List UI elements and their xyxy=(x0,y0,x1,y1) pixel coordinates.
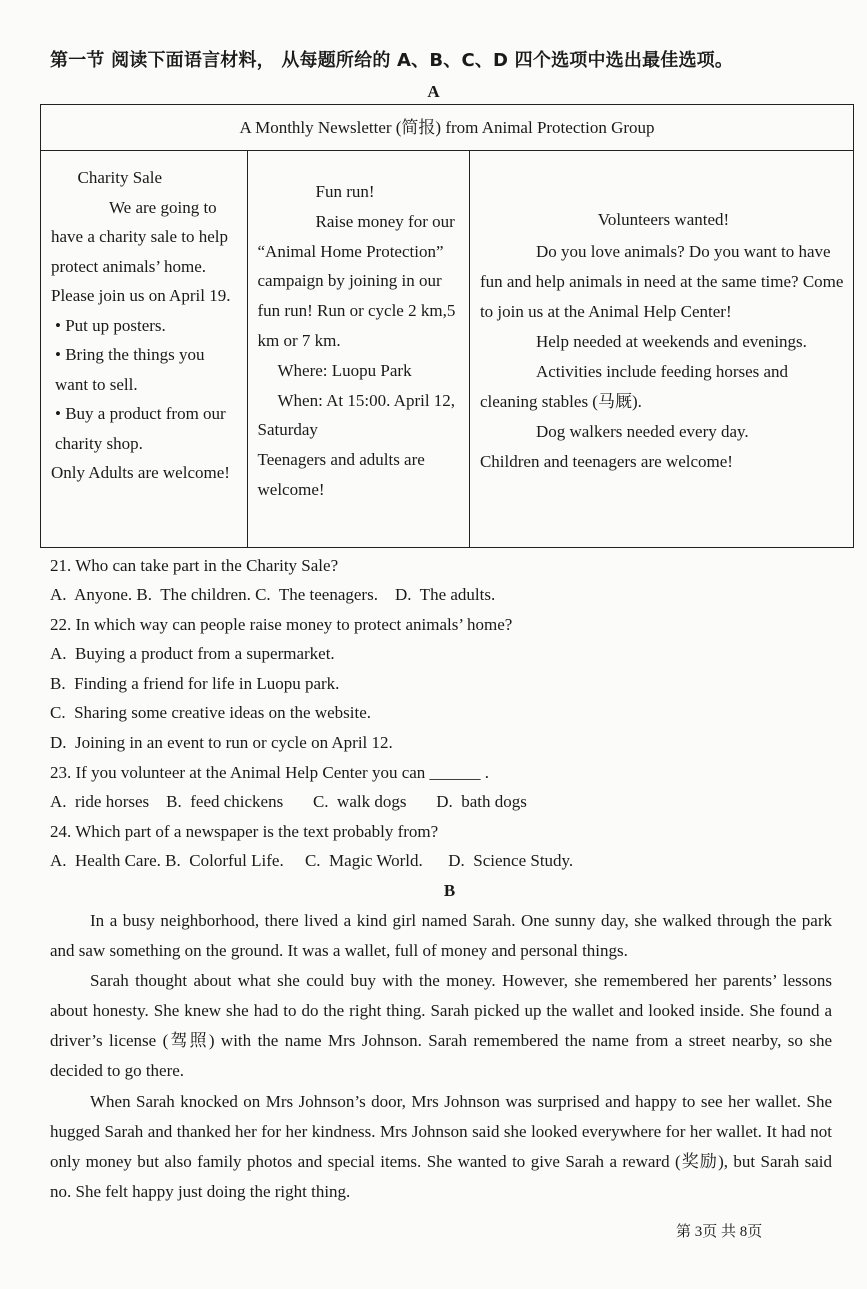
funrun-intro: Raise money for our “Animal Home Protection” campaign by joining in our fun run! Run or cycle 2 km,5 km or 7 km. xyxy=(257,211,456,350)
funrun-where: Where: Luopu Park xyxy=(277,360,412,380)
volunteers-column xyxy=(470,151,853,547)
charity-heading: Charity Sale xyxy=(77,168,162,187)
funrun-heading: Fun run! xyxy=(315,182,375,201)
volunteers-line: Help needed at weekends and evenings. xyxy=(535,332,807,351)
question-line: 21. Who can take part in the Charity Sale? xyxy=(50,556,339,575)
passage-b-label: B xyxy=(443,881,456,900)
option-line: B. Finding a friend for life in Luopu park. xyxy=(50,674,340,693)
option-line: A. Anyone. B. The children. C. The teenagers. D. The adults. xyxy=(50,585,496,604)
option-line: A. ride horses B. feed chickens C. walk dogs D. bath dogs xyxy=(50,792,527,811)
fun-run-column xyxy=(248,151,470,547)
volunteers-heading: Volunteers wanted! xyxy=(597,210,730,229)
option-line: D. Joining in an event to run or cycle on April 12. xyxy=(50,733,393,752)
charity-bullet: • Buy a product from our charity shop. xyxy=(55,404,226,453)
passage-b-paragraph: Sarah thought about what she could buy with the money. However, she remembered her parents’ lessons about honesty. She knew she had to do the right thing. Sarah picked up the wallet and looked inside. She found a driver’s license (驾照) with the name Mrs Johnson. Sarah remembered the name from a street nearby, so she decided to go there. xyxy=(50,971,832,1080)
option-line: A. Buying a product from a supermarket. xyxy=(50,644,335,663)
passage-b-paragraph: When Sarah knocked on Mrs Johnson’s door, Mrs Johnson was surprised and happy to see her wallet. She hugged Sarah and thanked her for her kindness. Mrs Johnson said she looked everywhere for her wallet. It had not only money but also family photos and special items. She wanted to give Sarah a reward (奖励), but Sarah said no. She felt happy just doing the right thing. xyxy=(50,1092,832,1201)
volunteers-note: Children and teenagers are welcome! xyxy=(479,452,733,471)
volunteers-line: Dog walkers needed every day. xyxy=(535,422,749,441)
question-line: 24. Which part of a newspaper is the text probably from? xyxy=(50,822,439,841)
question-line: 23. If you volunteer at the Animal Help Center you can ______ . xyxy=(50,763,490,782)
charity-intro: We are going to have a charity sale to help protect animals’ home. Please join us on April 19. xyxy=(51,197,231,305)
volunteers-line: Activities include feeding horses and cleaning stables (马厩). xyxy=(479,362,789,411)
newsletter-title: A Monthly Newsletter (简报) from Animal Protection Group xyxy=(41,105,853,151)
volunteers-intro: Do you love animals? Do you want to have fun and help animals in need at the same time? Come to join us at the Animal Help Center! xyxy=(479,242,844,321)
charity-sale-column xyxy=(41,151,248,547)
section-heading: 第一节 阅读下面语言材料， 从每题所给的 A、B、C、D 四个选项中选出最佳选项。 xyxy=(50,50,734,71)
charity-bullet: • Put up posters. xyxy=(55,315,166,335)
question-line: 22. In which way can people raise money to protect animals’ home? xyxy=(50,615,513,634)
page-number: 第 3页 共 8页 xyxy=(676,1224,763,1240)
passage-b-paragraph: In a busy neighborhood, there lived a kind girl named Sarah. One sunny day, she walked through the park and saw something on the ground. It was a wallet, full of money and personal things. xyxy=(50,911,832,960)
newsletter-table xyxy=(40,104,854,548)
funrun-note: Teenagers and adults are welcome! xyxy=(257,450,425,499)
charity-note: Only Adults are welcome! xyxy=(51,463,230,482)
passage-a-label: A xyxy=(427,82,440,101)
option-line: C. Sharing some creative ideas on the website. xyxy=(50,703,372,722)
funrun-when: When: At 15:00. April 12, Saturday xyxy=(257,390,456,440)
option-line: A. Health Care. B. Colorful Life. C. Magic World. D. Science Study. xyxy=(50,851,574,870)
charity-bullet: • Bring the things you want to sell. xyxy=(55,345,205,394)
